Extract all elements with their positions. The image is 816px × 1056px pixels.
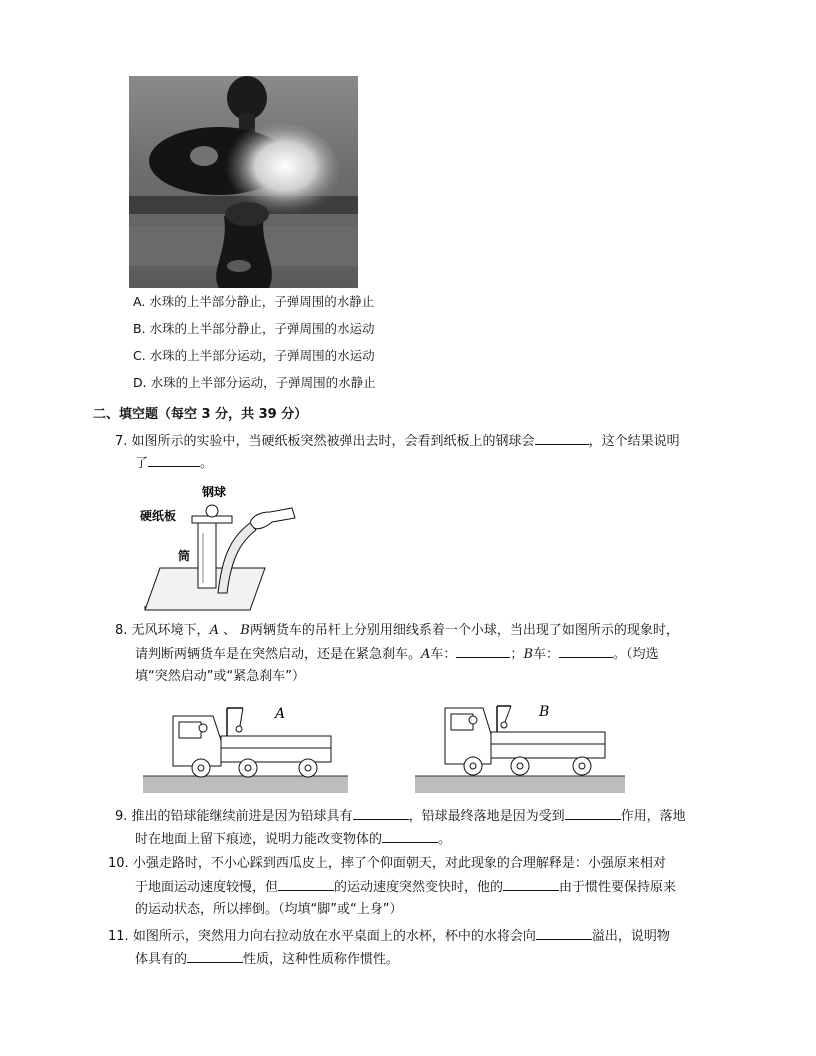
truck-b-figure [415, 698, 625, 793]
figure-label-a: A [275, 706, 286, 722]
option-c: C. 水珠的上半部分运动，子弹周围的水运动 [133, 348, 375, 363]
answer-blank [278, 876, 334, 891]
answer-blank [559, 643, 613, 658]
question-number: 10. [108, 856, 129, 871]
answer-blank [382, 828, 438, 843]
question-text: 的运动速度突然变快时，他的 [334, 880, 504, 895]
question-text: 性质，这种性质称作惯性。 [243, 952, 400, 967]
label-tube: 筒 [178, 549, 191, 563]
inertia-experiment-figure [130, 478, 300, 613]
question-text: 于地面运动速度较慢，但 [135, 880, 279, 895]
truck-a-label: A [421, 647, 431, 662]
answer-blank [187, 948, 243, 963]
separator: 、 [223, 623, 237, 638]
answer-blank [536, 925, 592, 940]
question-7-line2 [135, 452, 213, 476]
section-title: 二、填空题（每空 3 分，共 39 分） [93, 407, 308, 422]
truck-a-label: A [209, 623, 219, 638]
figure-label-b: B [539, 704, 550, 720]
question-10 [108, 853, 666, 876]
answer-blank [148, 452, 200, 467]
question-text: 由于惯性要保持原来 [559, 880, 677, 895]
question-text: 推出的铅球能继续前进是因为铅球具有 [131, 809, 353, 824]
question-11-line2 [135, 948, 399, 972]
question-text: 无风环境下， [131, 623, 210, 638]
question-text: ，铅球最终落地是因为受到 [408, 809, 565, 824]
question-9 [115, 805, 686, 829]
question-text: 如图所示，突然用力向右拉动放在水平桌面上的水杯，杯中的水将会向 [132, 929, 536, 944]
water-drop-bullet-photo [129, 76, 358, 288]
question-number: 8. [115, 623, 128, 638]
question-9-line2 [135, 828, 451, 852]
answer-blank [353, 805, 409, 820]
question-number: 7. [115, 434, 128, 449]
truck-a-figure [143, 698, 348, 793]
answer-blank [565, 805, 621, 820]
question-number: 9. [115, 809, 128, 824]
question-text: 作用，落地 [620, 809, 686, 824]
question-text: 溢出，说明物 [591, 929, 670, 944]
question-text: 车： [430, 647, 457, 662]
question-text: 小强走路时，不小心踩到西瓜皮上，摔了个仰面朝天，对此现象的合理解释是：小强原来相对 [132, 856, 666, 871]
question-text: 体具有的 [135, 952, 188, 967]
question-10-line3: 的运动状态，所以摔倒。（均填“脚”或“上身”） [135, 902, 403, 917]
question-text: 车： [533, 647, 560, 662]
question-7 [115, 430, 680, 454]
question-text: ； [510, 647, 524, 662]
question-text: 如图所示的实验中，当硬纸板突然被弹出去时，会看到纸板上的钢球会 [131, 434, 535, 449]
question-8 [115, 620, 679, 643]
question-text: 了 [135, 456, 149, 471]
label-ball: 钢球 [202, 485, 227, 499]
question-text: 两辆货车的吊杆上分别用细线系着一个小球，当出现了如图所示的现象时， [249, 623, 679, 638]
label-board: 硬纸板 [140, 509, 177, 523]
truck-b-label: B [523, 647, 533, 662]
question-11 [108, 925, 670, 949]
answer-blank [535, 430, 589, 445]
question-text: 。 [438, 832, 452, 847]
question-10-line2 [135, 876, 676, 900]
question-8-line2 [135, 643, 659, 667]
question-text: 请判断两辆货车是在突然启动，还是在紧急刹车。 [135, 647, 422, 662]
question-text: 时在地面上留下痕迹，说明力能改变物体的 [135, 832, 383, 847]
option-d: D. 水珠的上半部分运动，子弹周围的水静止 [133, 375, 376, 390]
answer-blank [456, 643, 510, 658]
question-number: 11. [108, 929, 129, 944]
option-a: A. 水珠的上半部分静止，子弹周围的水静止 [133, 294, 375, 309]
answer-blank [503, 876, 559, 891]
question-text: ，这个结果说明 [588, 434, 680, 449]
option-b: B. 水珠的上半部分静止，子弹周围的水运动 [133, 321, 375, 336]
question-text: 。（均选 [613, 647, 659, 662]
truck-b-label: B [240, 623, 250, 638]
question-8-line3: 填“突然启动”或“紧急刹车”） [135, 669, 305, 684]
question-text: 。 [200, 456, 214, 471]
